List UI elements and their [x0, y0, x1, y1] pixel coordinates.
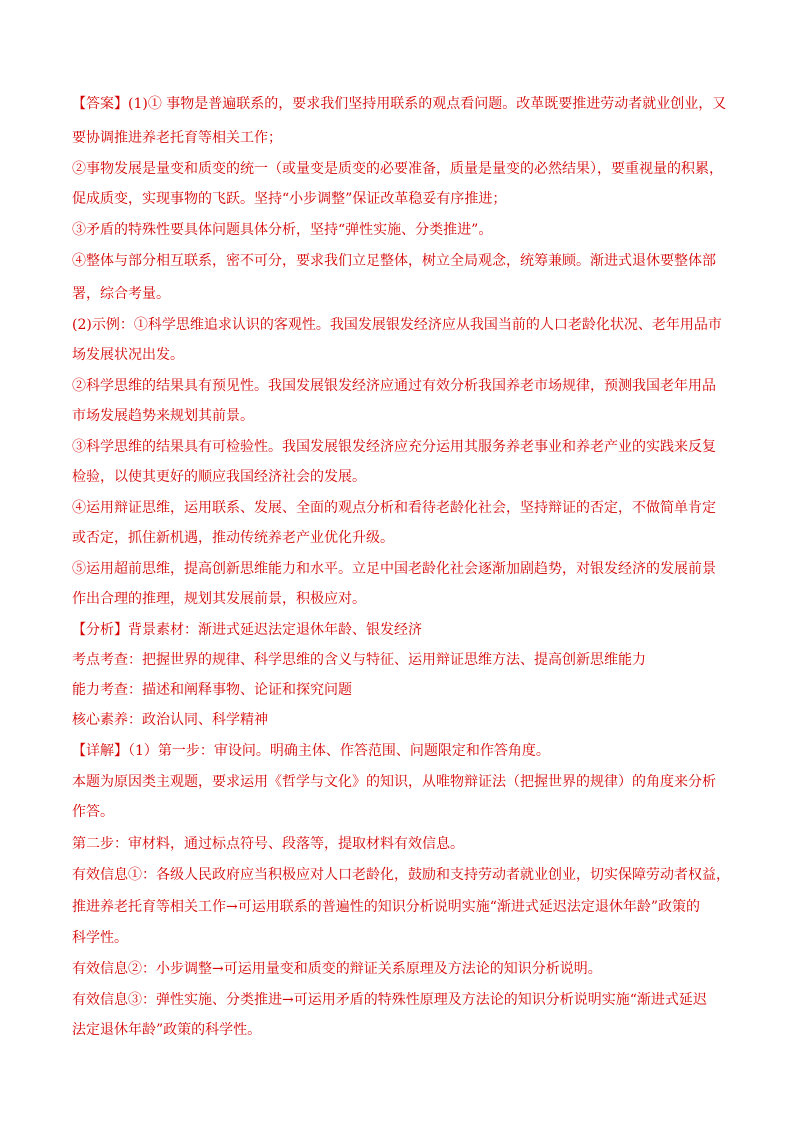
analysis-label: 【分析】 — [72, 622, 128, 638]
analysis-line-4: 核心素养：政治认同、科学精神 — [72, 712, 268, 728]
detail-line-9: 有效信息③：弹性实施、分类推进→可运用矛盾的特殊性原理及方法论的知识分析说明实施“渐进式延迟 — [72, 992, 707, 1008]
detail-line-7: 科学性。 — [72, 930, 128, 946]
detail-label: 【详解】 — [72, 743, 128, 759]
answer-label: 【答案】 — [72, 96, 128, 112]
q2-line-5: ③科学思维的结果具有可检验性。我国发展银发经济应充分运用其服务养老事业和养老产业的实践来反复 — [72, 439, 716, 455]
detail-line-5: 有效信息①：各级人民政府应当积极应对人口老龄化，鼓励和支持劳动者就业创业，切实保障劳动者权益， — [72, 867, 730, 883]
q2-line-4: 市场发展趋势来规划其前景。 — [72, 408, 254, 424]
answer-line-4: 促成质变，实现事物的飞跃。坚持“小步调整”保证改革稳妥有序推进； — [72, 191, 507, 207]
detail-line-6: 推进养老托育等相关工作→可运用联系的普遍性的知识分析说明实施“渐进式延迟法定退休年龄”政策的 — [72, 899, 701, 915]
answer-line-5: ③矛盾的特殊性要具体问题具体分析，坚持“弹性实施、分类推进”。 — [72, 222, 493, 238]
q2-line-8: 或否定，抓住新机遇，推动传统养老产业优化升级。 — [72, 530, 394, 546]
q2-line-9: ⑤运用超前思维，提高创新思维能力和水平。立足中国老龄化社会逐渐加剧趋势，对银发经济的发展前景 — [72, 561, 716, 577]
q2-line-6: 检验，以使其更好的顺应我国经济社会的发展。 — [72, 469, 366, 485]
q2-line-10: 作出合理的推理，规划其发展前景，积极应对。 — [72, 591, 366, 607]
analysis-line-1: 【分析】背景素材：渐进式延迟法定退休年龄、银发经济 — [72, 622, 422, 638]
answer-line-1: 【答案】(1)① 事物是普遍联系的，要求我们坚持用联系的观点看问题。改革既要推进劳动者就业创业，又 — [72, 96, 727, 112]
detail-line-3: 作答。 — [72, 804, 114, 820]
analysis-line-2: 考点考查：把握世界的规律、科学思维的含义与特征、运用辩证思维方法、提高创新思维能力 — [72, 652, 646, 668]
detail-line-1: 【详解】（1）第一步：审设问。明确主体、作答范围、问题限定和作答角度。 — [72, 743, 550, 759]
detail-line-4: 第二步：审材料，通过标点符号、段落等，提取材料有效信息。 — [72, 836, 464, 852]
q2-line-1: (2)示例：①科学思维追求认识的客观性。我国发展银发经济应从我国当前的人口老龄化状况、老年用品市 — [72, 317, 722, 333]
q2-line-2: 场发展状况出发。 — [72, 347, 184, 363]
detail-line-10: 法定退休年龄”政策的科学性。 — [72, 1022, 262, 1038]
q2-line-3: ②科学思维的结果具有预见性。我国发展银发经济应通过有效分析我国养老市场规律，预测我国老年用品 — [72, 378, 716, 394]
answer-line-2: 要协调推进养老托育等相关工作； — [72, 130, 282, 146]
answer-line-6: ④整体与部分相互联系，密不可分，要求我们立足整体，树立全局观念，统筹兼顾。渐进式退休要整体部 — [72, 253, 716, 269]
analysis-line-3: 能力考查：描述和阐释事物、论证和探究问题 — [72, 682, 352, 698]
q2-line-7: ④运用辩证思维，运用联系、发展、全面的观点分析和看待老龄化社会，坚持辩证的否定，不做简单肯定 — [72, 500, 716, 516]
detail-line-8: 有效信息②：小步调整→可运用量变和质变的辩证关系原理及方法论的知识分析说明。 — [72, 961, 602, 977]
detail-line-2: 本题为原因类主观题，要求运用《哲学与文化》的知识，从唯物辩证法（把握世界的规律）的角度来分析 — [72, 774, 716, 790]
answer-line-3: ②事物发展是量变和质变的统一（或量变是质变的必要准备，质量是量变的必然结果），要重视量的积累， — [72, 161, 723, 177]
answer-line-7: 署，综合考量。 — [72, 286, 170, 302]
